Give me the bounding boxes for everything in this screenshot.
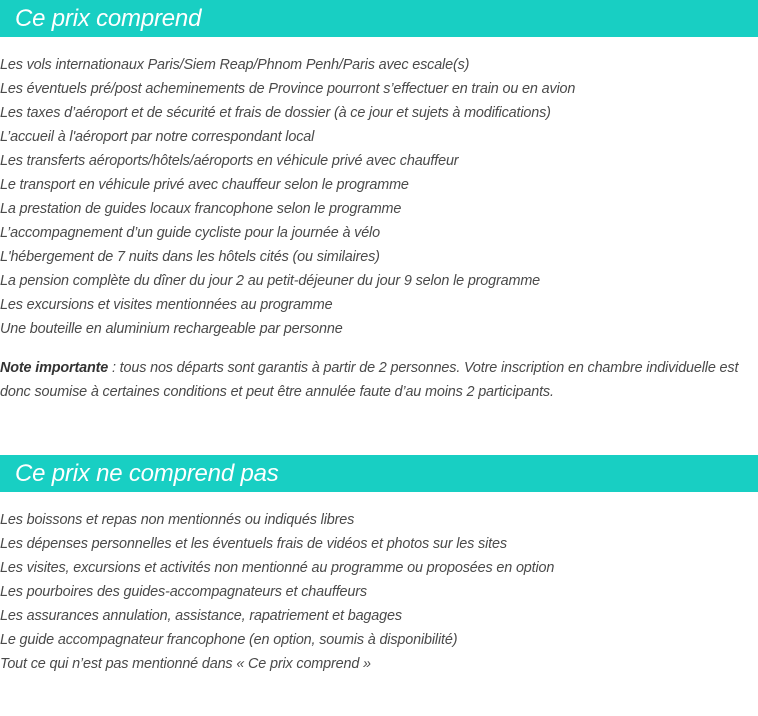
included-section-header (0, 0, 758, 37)
excluded-items-list (0, 508, 554, 676)
important-note-text: : tous nos départs sont garantis à partir de 2 personnes. Votre inscription en chambre individuelle est donc soumise à certaines conditions et peut être annulée faute d’au moins 2 participants. (0, 360, 739, 400)
included-item: Les vols internationaux Paris/Siem Reap/Phnom Penh/Paris avec escale(s) (0, 57, 470, 73)
included-item: Les éventuels pré/post acheminements de Province pourront s’effectuer en train ou en avion (0, 81, 576, 97)
excluded-item: Les assurances annulation, assistance, rapatriement et bagages (0, 608, 402, 624)
excluded-section-title: Ce prix ne comprend pas (15, 460, 279, 487)
included-item: Une bouteille en aluminium rechargeable par personne (0, 321, 343, 337)
important-note-label: Note importante (0, 360, 109, 376)
excluded-item: Les pourboires des guides-accompagnateurs et chauffeurs (0, 584, 367, 600)
included-section-title: Ce prix comprend (15, 5, 202, 32)
included-item: L'hébergement de 7 nuits dans les hôtels cités (ou similaires) (0, 249, 380, 265)
included-item: L’accueil à l'aéroport par notre correspondant local (0, 129, 315, 145)
included-item: L’accompagnement d’un guide cycliste pour la journée à vélo (0, 225, 380, 241)
included-item: La prestation de guides locaux francophone selon le programme (0, 201, 402, 217)
included-item: Les taxes d’aéroport et de sécurité et frais de dossier (à ce jour et sujets à modifications) (0, 105, 551, 121)
excluded-item: Les boissons et repas non mentionnés ou indiqués libres (0, 512, 355, 528)
excluded-item: Les dépenses personnelles et les éventuels frais de vidéos et photos sur les sites (0, 536, 507, 552)
excluded-item: Le guide accompagnateur francophone (en option, soumis à disponibilité) (0, 632, 458, 648)
included-items-list (0, 53, 575, 341)
excluded-item: Tout ce qui n’est pas mentionné dans « Ce prix comprend » (0, 656, 371, 672)
included-item: Le transport en véhicule privé avec chauffeur selon le programme (0, 177, 409, 193)
excluded-section-header (0, 455, 758, 492)
included-item: Les excursions et visites mentionnées au programme (0, 297, 333, 313)
excluded-item: Les visites, excursions et activités non mentionné au programme ou proposées en option (0, 560, 555, 576)
included-item: La pension complète du dîner du jour 2 au petit-déjeuner du jour 9 selon le programme (0, 273, 541, 289)
important-note (0, 356, 756, 404)
included-item: Les transferts aéroports/hôtels/aéroports en véhicule privé avec chauffeur (0, 153, 459, 169)
